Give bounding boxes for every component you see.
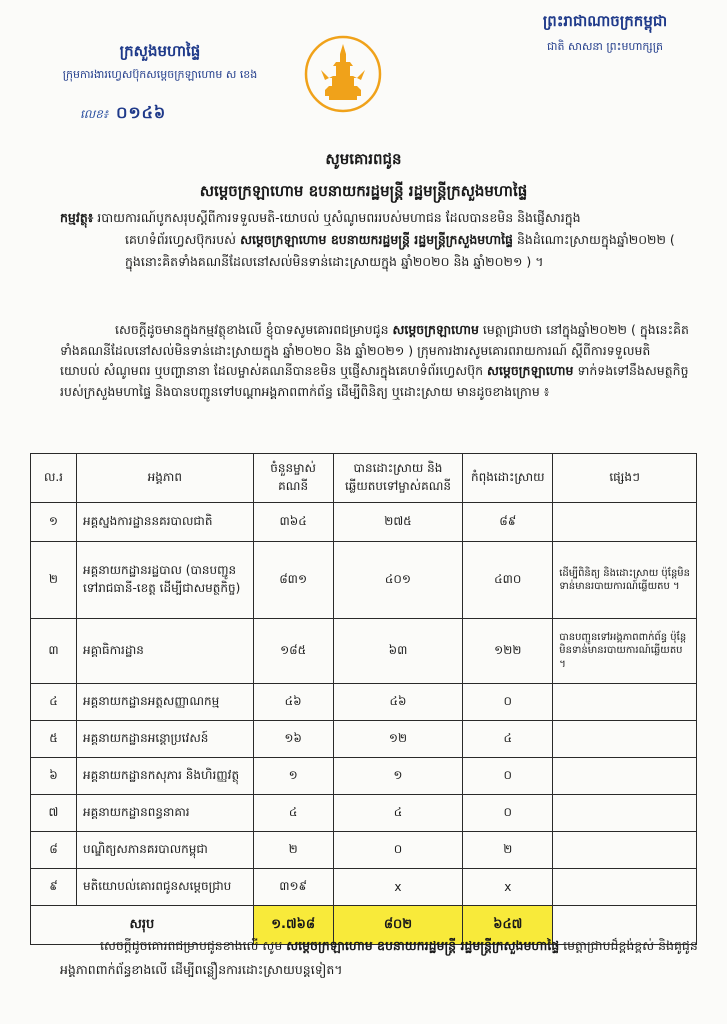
cell-note: ដើម្បីពិនិត្យ និងដោះស្រាយ ប៉ុន្តែមិនទាន់មានរបាយការណ៍ឆ្លើយតប ។ [553, 542, 697, 619]
subject-text-c: និងដំណោះស្រាយក្នុងឆ្នាំ២០២២ ( ក្នុងនោះគិតទាំងគណនីដែលនៅសល់មិនទាន់ដោះស្រាយក្នុង ឆ្នាំ២០២០ និង ឆ្នាំ២០២១ ) ។ [125, 231, 675, 269]
department-name: ក្រុមការងារហ្វេសប៊ុកសម្តេចក្រឡាហោម ស ខេង [62, 68, 258, 81]
col-header-note: ផ្សេងៗ [553, 454, 697, 503]
cell-note [553, 684, 697, 721]
table-row [31, 758, 697, 795]
cell-no: ៦ [31, 758, 77, 795]
subject-text-b: គេហទំព័រហ្វេសប៊ុករបស់ [125, 231, 241, 247]
cell-owners: ១៨៥ [253, 619, 333, 684]
subject-label: កម្មវត្ថុ៖ [60, 210, 94, 225]
cell-note [553, 758, 697, 795]
body-paragraph [60, 320, 690, 403]
cell-owners: ១៦ [253, 721, 333, 758]
cell-pending: x [463, 869, 553, 906]
table-row [31, 832, 697, 869]
cell-note [553, 869, 697, 906]
total-owners: ១.៧៦៨ [253, 906, 333, 945]
cell-unit: មតិយោបល់គោរពជូនសម្តេចជ្រាប [76, 869, 253, 906]
cell-pending: ៤៣០ [463, 542, 553, 619]
table-row [31, 869, 697, 906]
closing-bold: សម្តេចក្រឡាហោម ឧបនាយករដ្ឋមន្ត្រី រដ្ឋមន្ត្រីក្រសួងមហាផ្ទៃ [286, 938, 560, 953]
cell-no: ២ [31, 542, 77, 619]
cell-no: ៨ [31, 832, 77, 869]
body-part2: មេត្តាជ្រាបថា នៅក្នុងឆ្នាំ២០២២ ( ក្នុងនេះគិតទាំងគណនីដែលនៅសល់មិនទាន់ដោះស្រាយក្នុង ឆ្នាំ២០២០ និង ឆ្នាំ២០២១ ) ក្រុមការងារសូមគោរពរាយការណ៍ ស្តីពីការទទួលមតិ យោបល់ សំណូមពរ ឬបញ្ហានានា ដែលម្ចាស់គណនីបានខមិន ឬផ្ញើសារក្នុងគេហទំព័រហ្វេសប៊ុក [60, 322, 689, 379]
cell-owners: ៤៦ [253, 684, 333, 721]
cell-pending: ០ [463, 795, 553, 832]
cell-owners: ៨៣១ [253, 542, 333, 619]
cell-no: ១ [31, 503, 77, 542]
col-header-owners: ចំនួនម្ចាស់គណនី [253, 454, 333, 503]
cell-note [553, 721, 697, 758]
ministry-emblem-icon [303, 34, 383, 114]
cell-owners: ៣៦៤ [253, 503, 333, 542]
cell-pending: ១២២ [463, 619, 553, 684]
col-header-unit: អង្គភាព [76, 454, 253, 503]
subject-text-bold: សម្តេចក្រឡាហោម ឧបនាយករដ្ឋមន្ត្រី រដ្ឋមន្ត្រីក្រសួងមហាផ្ទៃ [240, 231, 513, 247]
subject-text-a: របាយការណ៍បូកសរុបស្តីពីការទទួលមតិ-យោបល់ ឬសំណូមពររបស់មហាជន ដែលបានខមិន និងផ្ញើសារក្នុង [97, 210, 581, 225]
col-header-pending: កំពុងដោះស្រាយ [463, 454, 553, 503]
body-part1: សេចក្តីដូចមានក្នុងកម្មវត្ថុខាងលើ ខ្ញុំបាទសូមគោរពជម្រាបជូន [115, 322, 393, 337]
cell-owners: ៤ [253, 795, 333, 832]
col-header-resolved: បានដោះស្រាយ និងឆ្លើយតបទៅម្ចាស់គណនី [333, 454, 463, 503]
cell-note [553, 795, 697, 832]
issuer-block [60, 42, 260, 126]
cell-resolved: ៤ [333, 795, 463, 832]
cell-resolved: ០ [333, 832, 463, 869]
cell-owners: ១ [253, 758, 333, 795]
cell-unit: អគ្គនាយកដ្ឋានអត្តសញ្ញាណកម្ម [76, 684, 253, 721]
cell-no: ៩ [31, 869, 77, 906]
subject-paragraph [60, 207, 690, 273]
cell-unit: បណ្ឌិត្យសភានគរបាលកម្ពុជា [76, 832, 253, 869]
body-bold1: សម្តេចក្រឡាហោម [392, 322, 479, 337]
addressee-block [0, 150, 727, 204]
table-row [31, 684, 697, 721]
cell-resolved: ១ [333, 758, 463, 795]
reference-number [60, 102, 260, 126]
cell-pending: ២ [463, 832, 553, 869]
table-row [31, 503, 697, 542]
table-row [31, 795, 697, 832]
cell-note: បានបញ្ជូនទៅអង្គភាពពាក់ព័ន្ធ ប៉ុន្តែមិនទាន់មានរបាយការណ៍ឆ្លើយតប ។ [553, 619, 697, 684]
cell-unit: អគ្គនាយកដ្ឋានអន្តោប្រវេសន៍ [76, 721, 253, 758]
table-row [31, 542, 697, 619]
cell-owners: ២ [253, 832, 333, 869]
cell-unit: អគ្គនាយកដ្ឋានរដ្ឋបាល (បានបញ្ជូនទៅរាជធានី-ខេត្ត ដើម្បីជាសមត្ថកិច្ច) [76, 542, 253, 619]
cell-resolved: ៦៣ [333, 619, 463, 684]
cell-pending: ០ [463, 684, 553, 721]
cell-unit: អគ្គាធិការដ្ឋាន [76, 619, 253, 684]
ref-value: ០១៤៦ [116, 103, 167, 122]
cell-note [553, 503, 697, 542]
cell-resolved: ៤០១ [333, 542, 463, 619]
body-bold2: សម្តេចក្រឡាហោម [487, 363, 574, 379]
closing-paragraph [60, 934, 705, 982]
cell-pending: ០ [463, 758, 553, 795]
cell-unit: អគ្គស្នងការដ្ឋាននគរបាលជាតិ [76, 503, 253, 542]
closing-part2: មេត្តាជ្រាបដ៏ខ្ពង់ខ្ពស់ និងគូជូនអង្គភាពពាក់ព័ន្ធខាងលើ ដើម្បីពន្លឿនការដោះស្រាយបន្តទៀត។ [60, 938, 698, 977]
kingdom-name: ព្រះរាជាណាចក្រកម្ពុជា [542, 12, 668, 30]
cell-note [553, 832, 697, 869]
table-row [31, 619, 697, 684]
cell-no: ៤ [31, 684, 77, 721]
kingdom-block [505, 12, 705, 56]
ref-label: លេខ៖ [80, 107, 109, 121]
ministry-name: ក្រសួងមហាផ្ទៃ [119, 42, 201, 60]
table-header-row [31, 454, 697, 503]
addressee: សម្តេចក្រឡាហោម ឧបនាយករដ្ឋមន្ត្រី រដ្ឋមន្ត្រីក្រសួងមហាផ្ទៃ [199, 182, 528, 200]
cell-no: ៧ [31, 795, 77, 832]
cell-resolved: x [333, 869, 463, 906]
col-header-no: ល.រ [31, 454, 77, 503]
cell-resolved: ១២ [333, 721, 463, 758]
total-label: សរុប [31, 906, 254, 945]
national-motto: ជាតិ សាសនា ព្រះមហាក្សត្រ [547, 40, 663, 53]
cell-no: ៣ [31, 619, 77, 684]
report-table [30, 453, 697, 945]
subject-continuation [60, 229, 690, 273]
salutation: សូមគោរពជូន [325, 150, 402, 168]
cell-unit: អគ្គនាយកដ្ឋានពន្ធនាគារ [76, 795, 253, 832]
total-resolved: ៨០២ [333, 906, 463, 945]
cell-resolved: ៤៦ [333, 684, 463, 721]
closing-part1: សេចក្តីដូចគោរពជម្រាបជូនខាងលើ សូម [100, 938, 287, 953]
cell-unit: អគ្គនាយកដ្ឋានកសុភារ និងហិរញ្ញវត្ថុ [76, 758, 253, 795]
cell-no: ៥ [31, 721, 77, 758]
cell-resolved: ២៧៥ [333, 503, 463, 542]
table-row [31, 721, 697, 758]
body-part3: ទាក់ទងទៅនឹងសមត្ថកិច្ចរបស់ក្រសួងមហាផ្ទៃ និងបានបញ្ជូនទៅបណ្តាអង្គភាពពាក់ព័ន្ធ ដើម្បីពិនិត្យ ឬដោះស្រាយ មានដូចខាងក្រោម ៖ [60, 363, 689, 399]
cell-owners: ៣១៩ [253, 869, 333, 906]
cell-pending: ៤ [463, 721, 553, 758]
total-pending: ៦៤៧ [463, 906, 553, 945]
cell-pending: ៨៩ [463, 503, 553, 542]
